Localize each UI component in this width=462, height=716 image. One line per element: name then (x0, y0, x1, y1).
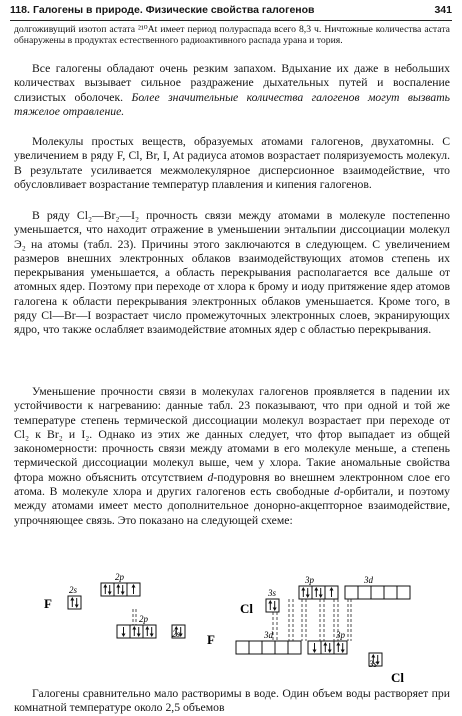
f2-2p-down-arrow-head (137, 634, 141, 638)
cl1-3d-cell (384, 586, 397, 599)
f2-2p-cell (130, 625, 143, 638)
page-number: 341 (434, 4, 452, 16)
cl1-3d-cell (358, 586, 371, 599)
fluorine-label-left: F (44, 596, 52, 611)
f2-2p-down-arrow-head (122, 634, 126, 638)
f-2s-label: 2s (69, 585, 78, 595)
paragraph-molecules: Молекулы простых веществ, образуемых атомами галогенов, двухатомны. С увеличением в ряду F, Cl, Br, I, At радиуса атомов возрастает поляризуемость молекул. В результате усиливается межмолекулярное дисперсионное взаимодействие, что обусловливает возрастание температур плавления и кипения галогенов. (14, 135, 450, 191)
continued-note: долгоживущий изотоп астата ²¹⁰At имеет период полураспада всего 8,3 ч. Ничтожные количества астата обнаружены в продуктах естественного радиоактивного распада урана и тория. (14, 24, 450, 47)
cl1-3p-up-arrow-head (301, 587, 305, 591)
cl2-3d-cell (236, 641, 249, 654)
cl2-3p-down-arrow-head (341, 650, 345, 654)
cl1-3d-cell (371, 586, 384, 599)
f1-2s-down-arrow-head (75, 605, 79, 609)
cl1-3s-down-arrow-head (273, 608, 277, 612)
f1-2p-cell (114, 583, 127, 596)
cl-3p-label-lower: 3p (336, 630, 345, 640)
chlorine-label-right: Cl (391, 670, 404, 685)
cl-3p-label: 3p (305, 575, 314, 585)
section-title: Галогены в природе. Физические свойства галогенов (33, 4, 315, 16)
section-number: 118. (10, 4, 30, 16)
cl1-3s-up-arrow-head (268, 600, 272, 604)
f-2p-label: 2p (115, 572, 124, 582)
cl1-3p-down-arrow-head (319, 595, 323, 599)
cl2-3d-cell (288, 641, 301, 654)
cl2-3d-cell (262, 641, 275, 654)
cl2-3p-cell (321, 641, 334, 654)
cl1-3s-cell (266, 599, 279, 612)
cl1-3p-up-arrow-head (330, 587, 334, 591)
paragraph-bond-strength: В ряду Cl₂—Br₂—I₂ прочность связи между атомами в молекуле постепенно уменьшается, что находит отражение в уменьшении энтальпии диссоциации молекул Э₂ на атомы (табл. 23). Причины этого заключаются в следующем. С увеличением размеров внешних электронных облаков взаимодействующих атомов степень их перекрывания уменьшается, а область перекрывания располагается все дальше от атомных ядер. Поэтому при переходе от хлора к брому и иоду притяжение ядер атомов галогена к области перекрывания электронных облаков уменьшается. Кроме того, в ряду Cl—Br—I возрастает число промежуточных электронных слоев, экранирующих ядро, что также ослабляет взаимодействие атомных ядер с областью перекрывания. (14, 209, 450, 337)
f1-2p-cell (101, 583, 114, 596)
f1-2s-up-arrow-head (70, 597, 74, 601)
fluorine-label-right: F (207, 632, 215, 647)
f1-2p-up-arrow-head (103, 584, 107, 588)
f2-2p-cell (143, 625, 156, 638)
f1-2p-down-arrow-head (108, 592, 112, 596)
orbital-boxes (68, 583, 410, 666)
cl2-3d-cell (249, 641, 262, 654)
anomaly-text-b: -подуровня во внешнем электронном слое его атома. В молекуле хлора и других галогенов есть свободные (14, 470, 451, 499)
cl2-3p-down-arrow-head (313, 650, 317, 654)
f2-2p-up-arrow-head (132, 626, 136, 630)
paragraph-solubility: Галогены сравнительно мало растворимы в воде. Один объем воды растворяет при комнатной температуре около 2,5 объемов (14, 687, 450, 715)
cl-3s-label-lower: 3s (369, 659, 378, 669)
f1-2s-cell (68, 596, 81, 609)
cl-3s-label: 3s (268, 588, 277, 598)
anomaly-text-c: -орбитали, и поэтому между атомами имеет место дополнительное донорно-акцепторное взаимодействие, упрочняющее связь. Это показано на следующей схеме: (14, 485, 451, 527)
cl1-3p-down-arrow-head (306, 595, 310, 599)
f1-2p-up-arrow-head (132, 584, 136, 588)
anomaly-text-a: Уменьшение прочности связи в молекулах галогенов проявляется в падении их устойчивости к нагреванию: данные табл. 23 показывают, что при одной и той же температуре степень термической диссоциации молекул возрастает при переходе от Cl₂ к Br₂ и I₂. Однако из этих же данных следует, что фтор выпадает из общей закономерности: прочность связи между атомами в его молекуле меньше, а степень термической диссоциации молекул выше, чем у хлора. Такие аномальные свойства фтора можно объяснить отсутствием (14, 385, 450, 484)
d-symbol: d (334, 485, 340, 499)
f1-2p-down-arrow-head (121, 592, 125, 596)
cl1-3p-up-arrow-head (314, 587, 318, 591)
cl2-3p-up-arrow-head (323, 642, 327, 646)
poison-warning: Более значительные количества галогенов могут вызвать тяжелое отравление. (14, 90, 450, 118)
cl1-3p-cell (312, 586, 325, 599)
cl1-3d-cell (397, 586, 410, 599)
cl1-3p-cell (299, 586, 312, 599)
f-2p-label-lower: 2p (139, 614, 148, 624)
chlorine-label-left: Cl (240, 601, 253, 616)
cl2-3p-cell (334, 641, 347, 654)
f2-2p-up-arrow-head (145, 626, 149, 630)
f-2s-label-lower: 2s (172, 629, 181, 639)
cl1-3d-cell (345, 586, 358, 599)
cl2-3d-cell (275, 641, 288, 654)
cl2-3p-up-arrow-head (336, 642, 340, 646)
f2-2p-down-arrow-head (150, 634, 154, 638)
d-symbol: d (207, 470, 214, 484)
odor-text: Все галогены обладают очень резким запахом. Вдыхание их даже в небольших количествах вызывает сильное раздражение дыхательных путей и воспаление слизистых оболочек. (14, 62, 450, 104)
f1-2p-up-arrow-head (116, 584, 120, 588)
cl2-3s-up-arrow-head (371, 654, 375, 658)
cl2-3p-down-arrow-head (328, 650, 332, 654)
cl-3d-label-lower: 3d (264, 630, 273, 640)
cl-3d-label: 3d (364, 575, 373, 585)
